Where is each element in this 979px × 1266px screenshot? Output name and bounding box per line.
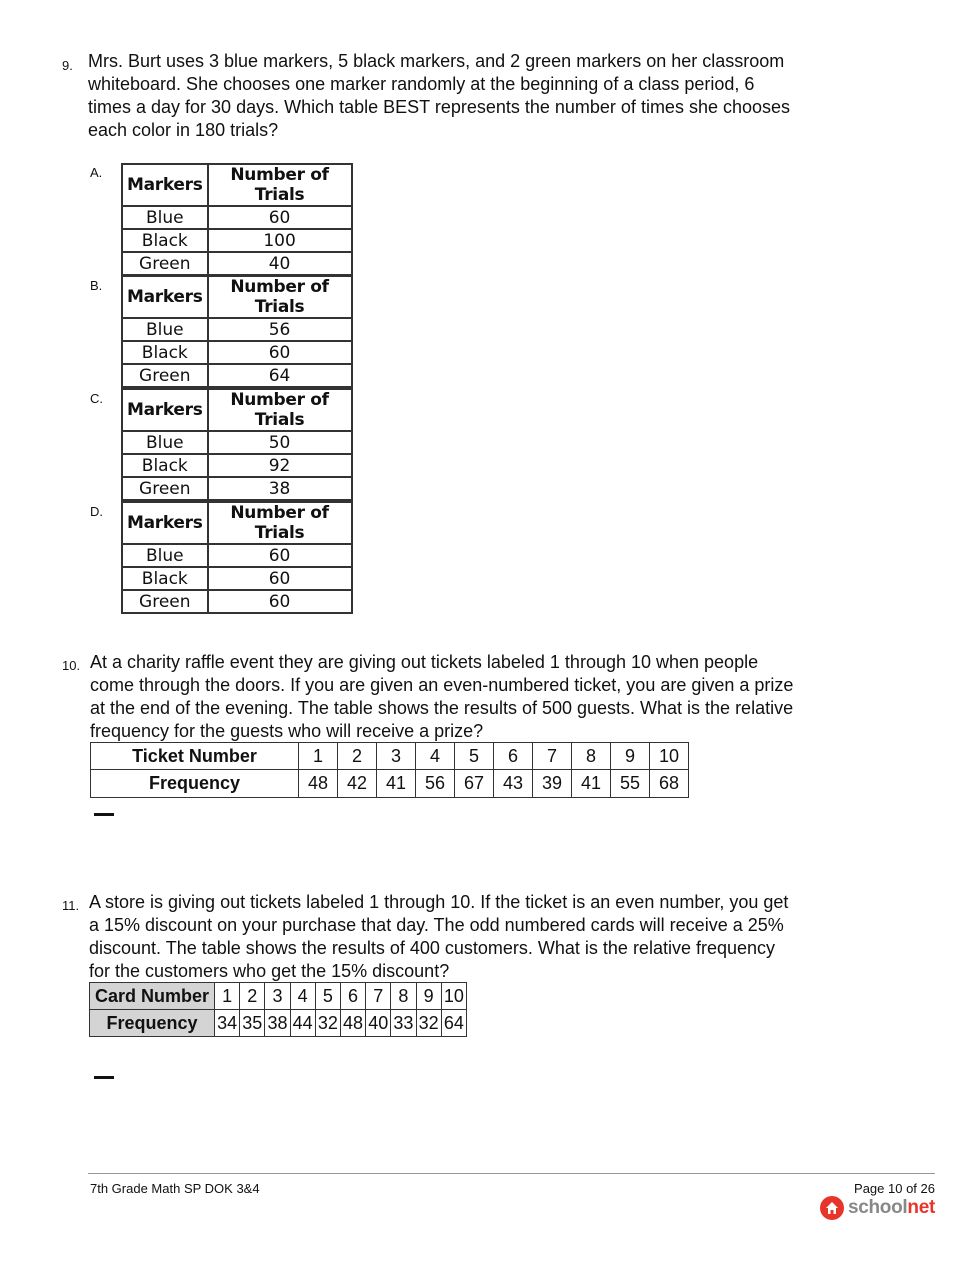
question-number: 9. [62,58,73,73]
question-number: 10. [62,658,81,673]
table-cell: 9 [611,743,650,770]
table-cell: 43 [494,770,533,798]
table-header: Number of Trials [208,502,352,544]
table-cell: 8 [572,743,611,770]
table-cell: 7 [533,743,572,770]
marker-table [121,388,353,501]
row-label: Frequency [90,1010,215,1037]
table-cell: 64 [208,364,352,387]
marker-table [121,163,353,276]
table-cell: 67 [455,770,494,798]
table-cell: 50 [208,431,352,454]
table-cell: Blue [122,431,208,454]
table-cell: Black [122,567,208,590]
table-cell: 55 [611,770,650,798]
table-cell: Blue [122,206,208,229]
question-text: A store is giving out tickets labeled 1 through 10. If the ticket is an even number, you get a 15% discount on your purchase that day. The odd numbered cards will receive a 25% discount. The table shows the results of 400 customers. What is the relative frequency for the customers who get the 15% discount? [89,892,789,981]
table-cell: 48 [340,1010,365,1037]
table-cell: 60 [208,590,352,613]
house-icon [820,1196,844,1220]
table-header: Markers [122,502,208,544]
table-cell: Black [122,341,208,364]
option-letter: B. [90,278,103,293]
table-header: Markers [122,389,208,431]
question-text: At a charity raffle event they are giving out tickets labeled 1 through 10 when people come through the doors. If you are given an even-numbered ticket, you are given a prize at the end of the evening. The table shows the results of 500 guests. What is the relative frequency for the guests who will receive a prize? [90,652,794,741]
table-cell: 41 [572,770,611,798]
table-cell: 68 [650,770,689,798]
table-cell: 33 [391,1010,416,1037]
table-cell: 8 [391,983,416,1010]
table-cell: 10 [441,983,466,1010]
answer-blank[interactable] [94,813,114,816]
table-cell: 2 [338,743,377,770]
table-cell: 44 [290,1010,315,1037]
option-letter: C. [90,391,103,406]
table-cell: 60 [208,567,352,590]
table-cell: 60 [208,544,352,567]
table-cell: 40 [366,1010,391,1037]
table-cell: Blue [122,544,208,567]
table-cell: 38 [208,477,352,500]
table-cell: Black [122,454,208,477]
table-cell: 3 [377,743,416,770]
table-cell: 1 [215,983,240,1010]
table-header: Number of Trials [208,276,352,318]
table-cell: Green [122,252,208,275]
option-letter: A. [90,165,103,180]
table-cell: 5 [455,743,494,770]
table-cell: 6 [494,743,533,770]
table-cell: Black [122,229,208,252]
table-cell: 48 [299,770,338,798]
ticket-frequency-table [90,742,689,798]
footer-page-number: Page 10 of 26 [854,1181,935,1196]
option-letter: D. [90,504,103,519]
marker-table [121,501,353,614]
table-cell: 9 [416,983,441,1010]
table-cell: Blue [122,318,208,341]
table-cell: 40 [208,252,352,275]
schoolnet-logo [820,1196,935,1220]
table-header: Markers [122,276,208,318]
table-cell: Green [122,364,208,387]
table-cell: 64 [441,1010,466,1037]
table-cell: 34 [215,1010,240,1037]
footer-divider [88,1173,935,1174]
answer-blank[interactable] [94,1076,114,1079]
table-cell: 2 [240,983,265,1010]
table-cell: 1 [299,743,338,770]
row-label: Card Number [90,983,215,1010]
table-cell: 38 [265,1010,290,1037]
table-cell: 10 [650,743,689,770]
table-cell: Green [122,590,208,613]
table-cell: 60 [208,341,352,364]
table-cell: Green [122,477,208,500]
marker-table [121,275,353,388]
question-number: 11. [62,898,80,913]
table-cell: 32 [416,1010,441,1037]
table-cell: 60 [208,206,352,229]
table-cell: 4 [290,983,315,1010]
question-text: Mrs. Burt uses 3 blue markers, 5 black markers, and 2 green markers on her classroom whiteboard. She chooses one marker randomly at the beginning of a class period, 6 times a day for 30 days. Which table BEST represents the number of times she chooses each color in 180 trials? [88,51,791,140]
footer-course-title: 7th Grade Math SP DOK 3&4 [90,1181,260,1196]
card-frequency-table [89,982,467,1037]
table-cell: 56 [208,318,352,341]
table-header: Markers [122,164,208,206]
table-cell: 42 [338,770,377,798]
table-cell: 3 [265,983,290,1010]
table-cell: 41 [377,770,416,798]
table-cell: 4 [416,743,455,770]
table-header: Number of Trials [208,164,352,206]
table-header: Number of Trials [208,389,352,431]
table-cell: 7 [366,983,391,1010]
table-cell: 92 [208,454,352,477]
table-cell: 56 [416,770,455,798]
logo-text: schoolnet [847,1197,935,1218]
table-cell: 100 [208,229,352,252]
row-label: Frequency [91,770,299,798]
table-cell: 32 [315,1010,340,1037]
table-cell: 6 [340,983,365,1010]
table-cell: 39 [533,770,572,798]
table-cell: 5 [315,983,340,1010]
table-cell: 35 [240,1010,265,1037]
row-label: Ticket Number [91,743,299,770]
